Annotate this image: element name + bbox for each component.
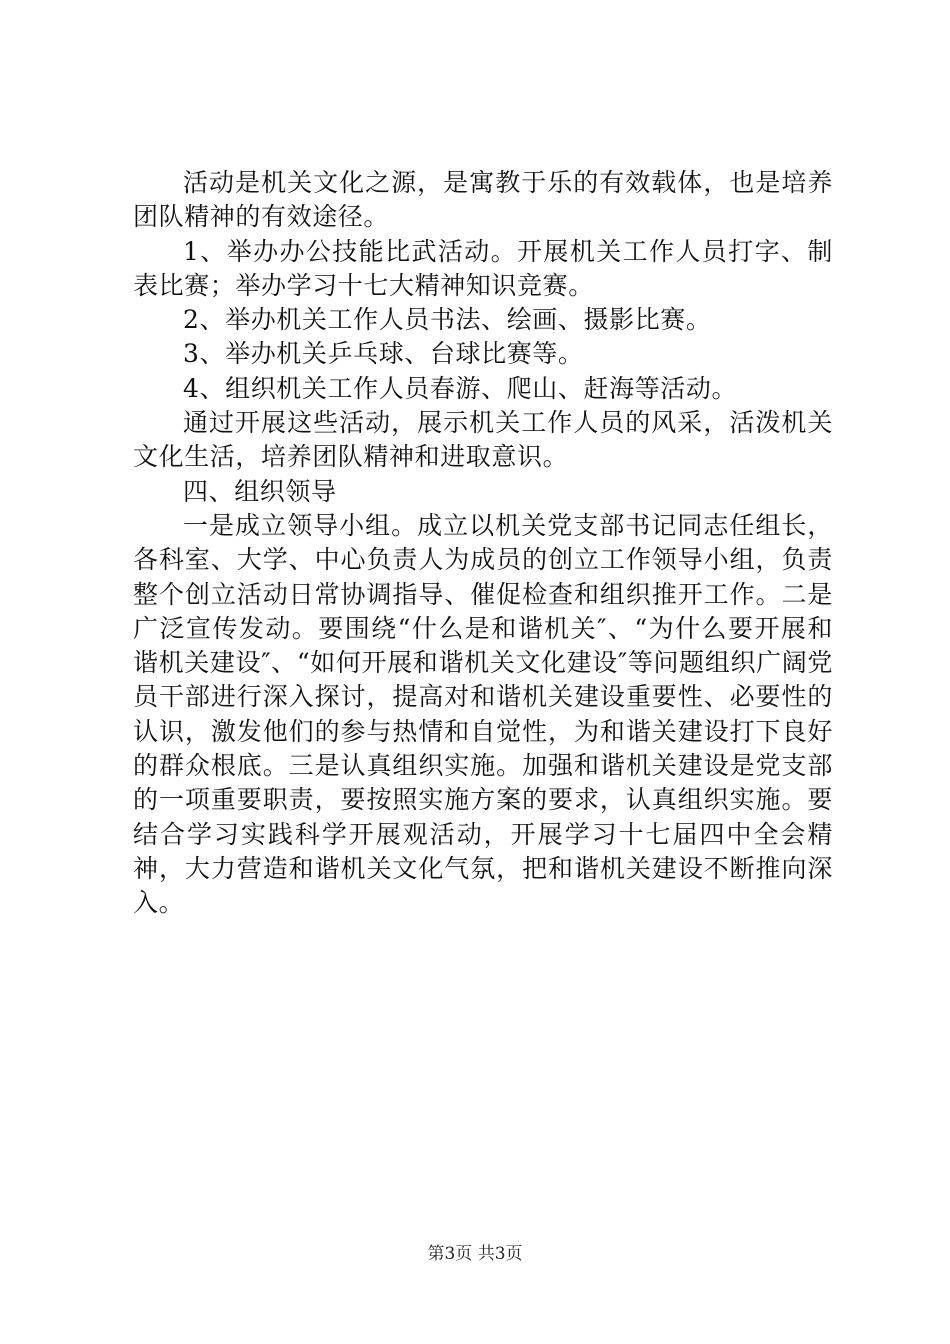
paragraph-item-1: 1、举办办公技能比武活动。开展机关工作人员打字、制表比赛；举办学习十七大精神知识竞赛。 [133, 236, 833, 300]
paragraph-activities-summary: 通过开展这些活动，展示机关工作人员的风采，活泼机关文化生活，培养团队精神和进取意识。 [133, 408, 833, 472]
paragraph-organization-details: 一是成立领导小组。成立以机关党支部书记同志任组长，各科室、大学、中心负责人为成员的创立工作领导小组，负责整个创立活动日常协调指导、催促检查和组织推开工作。二是广泛宣传发动。要围绕“什么是和谐机关″、“为什么要开展和谐机关建设″、“如何开展和谐机关文化建设″等问题组织广阔党员干部进行深入探讨，提高对和谐机关建设重要性、必要性的认识，激发他们的参与热情和自觉性，为和谐关建设打下良好的群众根底。三是认真组织实施。加强和谐机关建设是党支部的一项重要职责，要按照实施方案的要求，认真组织实施。要结合学习实践科学开展观活动，开展学习十七届四中全会精神，大力营造和谐机关文化气氛，把和谐机关建设不断推向深入。 [133, 510, 833, 918]
page-footer: 第3页 共3页 [427, 1244, 523, 1264]
document-body [133, 166, 833, 921]
section-heading-organization: 四、组织领导 [183, 476, 337, 506]
paragraph-item-4: 4、组织机关工作人员春游、爬山、赶海等活动。 [183, 373, 738, 403]
paragraph-item-2: 2、举办机关工作人员书法、绘画、摄影比赛。 [183, 305, 712, 335]
paragraph-item-3: 3、举办机关乒乓球、台球比赛等。 [183, 339, 584, 369]
paragraph-activities-intro: 活动是机关文化之源，是寓教于乐的有效载体，也是培养团队精神的有效途径。 [133, 168, 833, 232]
